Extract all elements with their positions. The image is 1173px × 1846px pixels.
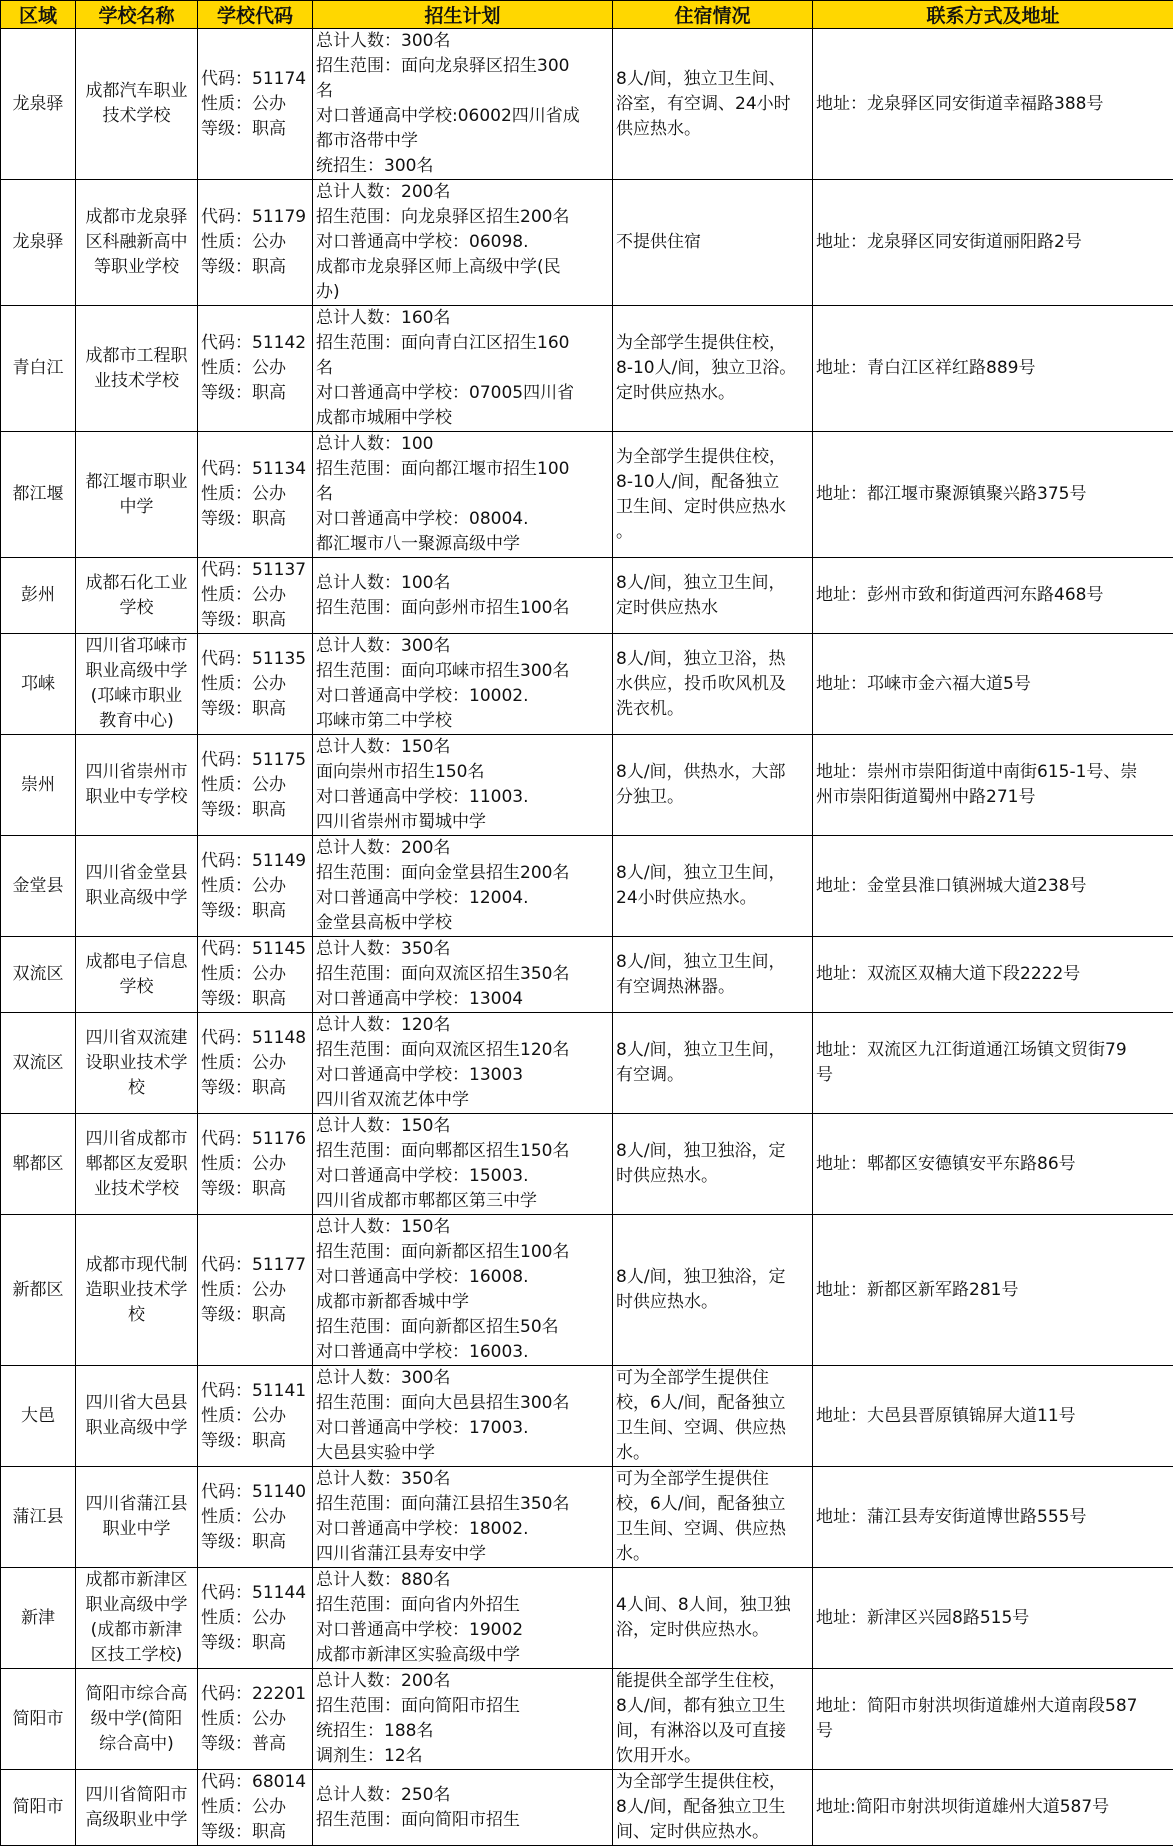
table-row (1, 735, 1173, 836)
school-name-cell: 四川省金堂县 职业高级中学 (76, 836, 198, 937)
table-row (1, 1013, 1173, 1114)
lodging-cell: 8人/间，独立卫生间， 有空调。 (613, 1013, 813, 1114)
table-row (1, 1669, 1173, 1770)
lodging-cell: 为全部学生提供住校， 8-10人/间，配备独立 卫生间、定时供应热水 。 (613, 432, 813, 558)
enrollment-plan-cell: 总计人数：120名 招生范围：面向双流区招生120名 对口普通高中学校：13003 四川省双流艺体中学 (313, 1013, 613, 1114)
region-cell: 郫都区 (1, 1114, 76, 1215)
address-cell: 地址:简阳市射洪坝街道雄州大道587号 (813, 1770, 1173, 1846)
header-enrollment-plan: 招生计划 (313, 1, 613, 29)
school-code-cell: 代码：51135 性质：公办 等级：职高 (198, 634, 313, 735)
school-code-cell: 代码：51142 性质：公办 等级：职高 (198, 306, 313, 432)
school-name-cell: 四川省崇州市 职业中专学校 (76, 735, 198, 836)
school-code-cell: 代码：51175 性质：公办 等级：职高 (198, 735, 313, 836)
school-name-cell: 四川省蒲江县 职业中学 (76, 1467, 198, 1568)
region-cell: 蒲江县 (1, 1467, 76, 1568)
lodging-cell: 为全部学生提供住校， 8-10人/间，独立卫浴。 定时供应热水。 (613, 306, 813, 432)
enrollment-plan-cell: 总计人数：200名 招生范围：向龙泉驿区招生200名 对口普通高中学校：06098. 成都市龙泉驿区师上高级中学(民 办) (313, 180, 613, 306)
region-cell: 双流区 (1, 937, 76, 1013)
school-name-cell: 都江堰市职业 中学 (76, 432, 198, 558)
school-name-cell: 成都市龙泉驿 区科融新高中 等职业学校 (76, 180, 198, 306)
header-row (1, 1, 1173, 29)
lodging-cell: 为全部学生提供住校， 8人/间，配备独立卫生 间、定时供应热水。 (613, 1770, 813, 1846)
lodging-cell: 8人/间，独卫独浴，定 时供应热水。 (613, 1215, 813, 1366)
table-row (1, 1366, 1173, 1467)
school-name-cell: 成都汽车职业 技术学校 (76, 29, 198, 180)
table-row (1, 306, 1173, 432)
region-cell: 简阳市 (1, 1770, 76, 1846)
address-cell: 地址：双流区九江街道通江场镇文贸街79 号 (813, 1013, 1173, 1114)
school-name-cell: 成都市现代制 造职业技术学 校 (76, 1215, 198, 1366)
school-code-cell: 代码：51174 性质：公办 等级：职高 (198, 29, 313, 180)
lodging-cell: 8人/间，独立卫生间， 有空调热淋器。 (613, 937, 813, 1013)
address-cell: 地址：新津区兴园8路515号 (813, 1568, 1173, 1669)
school-name-cell: 四川省大邑县 职业高级中学 (76, 1366, 198, 1467)
header-school-name: 学校名称 (76, 1, 198, 29)
enrollment-plan-cell: 总计人数：150名 招生范围：面向新都区招生100名 对口普通高中学校：16008. 成都市新都香城中学 招生范围：面向新都区招生50名 对口普通高中学校：16003. (313, 1215, 613, 1366)
region-cell: 新津 (1, 1568, 76, 1669)
table-row (1, 1467, 1173, 1568)
region-cell: 龙泉驿 (1, 29, 76, 180)
table-row (1, 29, 1173, 180)
address-cell: 地址：崇州市崇阳街道中南街615-1号、崇 州市崇阳街道蜀州中路271号 (813, 735, 1173, 836)
address-cell: 地址：彭州市致和街道西河东路468号 (813, 558, 1173, 634)
school-name-cell: 成都市新津区 职业高级中学 (成都市新津 区技工学校) (76, 1568, 198, 1669)
lodging-cell: 8人/间，独立卫生间， 24小时供应热水。 (613, 836, 813, 937)
lodging-cell: 8人/间，独卫独浴，定 时供应热水。 (613, 1114, 813, 1215)
address-cell: 地址：都江堰市聚源镇聚兴路375号 (813, 432, 1173, 558)
table-row (1, 180, 1173, 306)
address-cell: 地址：金堂县淮口镇洲城大道238号 (813, 836, 1173, 937)
enrollment-plan-cell: 总计人数：300名 招生范围：面向邛崃市招生300名 对口普通高中学校：10002. 邛崃市第二中学校 (313, 634, 613, 735)
enrollment-plan-cell: 总计人数：350名 招生范围：面向蒲江县招生350名 对口普通高中学校：18002. 四川省蒲江县寿安中学 (313, 1467, 613, 1568)
region-cell: 简阳市 (1, 1669, 76, 1770)
region-cell: 青白江 (1, 306, 76, 432)
lodging-cell: 4人间、8人间，独卫独 浴，定时供应热水。 (613, 1568, 813, 1669)
school-name-cell: 四川省简阳市 高级职业中学 (76, 1770, 198, 1846)
region-cell: 双流区 (1, 1013, 76, 1114)
school-code-cell: 代码：51137 性质：公办 等级：职高 (198, 558, 313, 634)
lodging-cell: 8人/间，独立卫生间、 浴室，有空调、24小时 供应热水。 (613, 29, 813, 180)
region-cell: 大邑 (1, 1366, 76, 1467)
enrollment-plan-cell: 总计人数：200名 招生范围：面向金堂县招生200名 对口普通高中学校：12004. 金堂县高板中学校 (313, 836, 613, 937)
school-code-cell: 代码：51149 性质：公办 等级：职高 (198, 836, 313, 937)
region-cell: 邛崃 (1, 634, 76, 735)
header-school-code: 学校代码 (198, 1, 313, 29)
address-cell: 地址：蒲江县寿安街道博世路555号 (813, 1467, 1173, 1568)
lodging-cell: 8人/间，供热水，大部 分独卫。 (613, 735, 813, 836)
enrollment-plan-cell: 总计人数：150名 招生范围：面向郫都区招生150名 对口普通高中学校：15003. 四川省成都市郫都区第三中学 (313, 1114, 613, 1215)
address-cell: 地址：新都区新军路281号 (813, 1215, 1173, 1366)
school-code-cell: 代码：51141 性质：公办 等级：职高 (198, 1366, 313, 1467)
school-code-cell: 代码：51177 性质：公办 等级：职高 (198, 1215, 313, 1366)
table-row (1, 1114, 1173, 1215)
address-cell: 地址：龙泉驿区同安街道幸福路388号 (813, 29, 1173, 180)
school-name-cell: 四川省双流建 设职业技术学 校 (76, 1013, 198, 1114)
address-cell: 地址：郫都区安德镇安平东路86号 (813, 1114, 1173, 1215)
school-code-cell: 代码：51148 性质：公办 等级：职高 (198, 1013, 313, 1114)
enrollment-plan-cell: 总计人数：100 招生范围：面向都江堰市招生100 名 对口普通高中学校：08004. 都汇堰市八一聚源高级中学 (313, 432, 613, 558)
lodging-cell: 8人/间，独立卫生间， 定时供应热水 (613, 558, 813, 634)
table-row (1, 1215, 1173, 1366)
school-code-cell: 代码：68014 性质：公办 等级：职高 (198, 1770, 313, 1846)
region-cell: 崇州 (1, 735, 76, 836)
school-code-cell: 代码：51176 性质：公办 等级：职高 (198, 1114, 313, 1215)
lodging-cell: 能提供全部学生住校， 8人/间，都有独立卫生 间，有淋浴以及可直接 饮用开水。 (613, 1669, 813, 1770)
school-name-cell: 简阳市综合高 级中学(简阳 综合高中) (76, 1669, 198, 1770)
lodging-cell: 可为全部学生提供住 校，6人/间，配备独立 卫生间、空调、供应热 水。 (613, 1366, 813, 1467)
address-cell: 地址：大邑县晋原镇锦屏大道11号 (813, 1366, 1173, 1467)
enrollment-plan-cell: 总计人数：160名 招生范围：面向青白江区招生160 名 对口普通高中学校：07005四川省 成都市城厢中学校 (313, 306, 613, 432)
header-address: 联系方式及地址 (813, 1, 1173, 29)
header-lodging: 住宿情况 (613, 1, 813, 29)
enrollment-plan-cell: 总计人数：880名 招生范围：面向省内外招生 对口普通高中学校：19002 成都市新津区实验高级中学 (313, 1568, 613, 1669)
region-cell: 新都区 (1, 1215, 76, 1366)
table-row (1, 432, 1173, 558)
region-cell: 龙泉驿 (1, 180, 76, 306)
school-name-cell: 四川省成都市 郫都区友爱职 业技术学校 (76, 1114, 198, 1215)
header-region: 区域 (1, 1, 76, 29)
school-name-cell: 成都石化工业 学校 (76, 558, 198, 634)
school-code-cell: 代码：51179 性质：公办 等级：职高 (198, 180, 313, 306)
address-cell: 地址：龙泉驿区同安街道丽阳路2号 (813, 180, 1173, 306)
enrollment-plan-cell: 总计人数：150名 面向崇州市招生150名 对口普通高中学校：11003. 四川省崇州市蜀城中学 (313, 735, 613, 836)
school-name-cell: 成都电子信息 学校 (76, 937, 198, 1013)
school-name-cell: 成都市工程职 业技术学校 (76, 306, 198, 432)
school-code-cell: 代码：51140 性质：公办 等级：职高 (198, 1467, 313, 1568)
table-row (1, 836, 1173, 937)
address-cell: 地址：青白江区祥红路889号 (813, 306, 1173, 432)
region-cell: 彭州 (1, 558, 76, 634)
enrollment-plan-cell: 总计人数：350名 招生范围：面向双流区招生350名 对口普通高中学校：13004 (313, 937, 613, 1013)
table-row (1, 1568, 1173, 1669)
table-row (1, 634, 1173, 735)
school-code-cell: 代码：51145 性质：公办 等级：职高 (198, 937, 313, 1013)
lodging-cell: 可为全部学生提供住 校，6人/间，配备独立 卫生间、空调、供应热 水。 (613, 1467, 813, 1568)
enrollment-plan-cell: 总计人数：300名 招生范围：面向大邑县招生300名 对口普通高中学校：17003. 大邑县实验中学 (313, 1366, 613, 1467)
school-code-cell: 代码：22201 性质：公办 等级：普高 (198, 1669, 313, 1770)
enrollment-plan-cell: 总计人数：200名 招生范围：面向简阳市招生 统招生：188名 调剂生：12名 (313, 1669, 613, 1770)
region-cell: 金堂县 (1, 836, 76, 937)
enrollment-plan-cell: 总计人数：100名 招生范围：面向彭州市招生100名 (313, 558, 613, 634)
school-code-cell: 代码：51134 性质：公办 等级：职高 (198, 432, 313, 558)
address-cell: 地址：简阳市射洪坝街道雄州大道南段587 号 (813, 1669, 1173, 1770)
table-row (1, 558, 1173, 634)
address-cell: 地址：双流区双楠大道下段2222号 (813, 937, 1173, 1013)
enrollment-plan-cell: 总计人数：250名 招生范围：面向简阳市招生 (313, 1770, 613, 1846)
address-cell: 地址：邛崃市金六福大道5号 (813, 634, 1173, 735)
table-row (1, 937, 1173, 1013)
enrollment-plan-cell: 总计人数：300名 招生范围：面向龙泉驿区招生300 名 对口普通高中学校:06002四川省成 都市洛带中学 统招生：300名 (313, 29, 613, 180)
region-cell: 都江堰 (1, 432, 76, 558)
table-row (1, 1770, 1173, 1846)
school-code-cell: 代码：51144 性质：公办 等级：职高 (198, 1568, 313, 1669)
school-name-cell: 四川省邛崃市 职业高级中学 (邛崃市职业 教育中心) (76, 634, 198, 735)
lodging-cell: 不提供住宿 (613, 180, 813, 306)
lodging-cell: 8人/间，独立卫浴，热 水供应，投币吹风机及 洗衣机。 (613, 634, 813, 735)
